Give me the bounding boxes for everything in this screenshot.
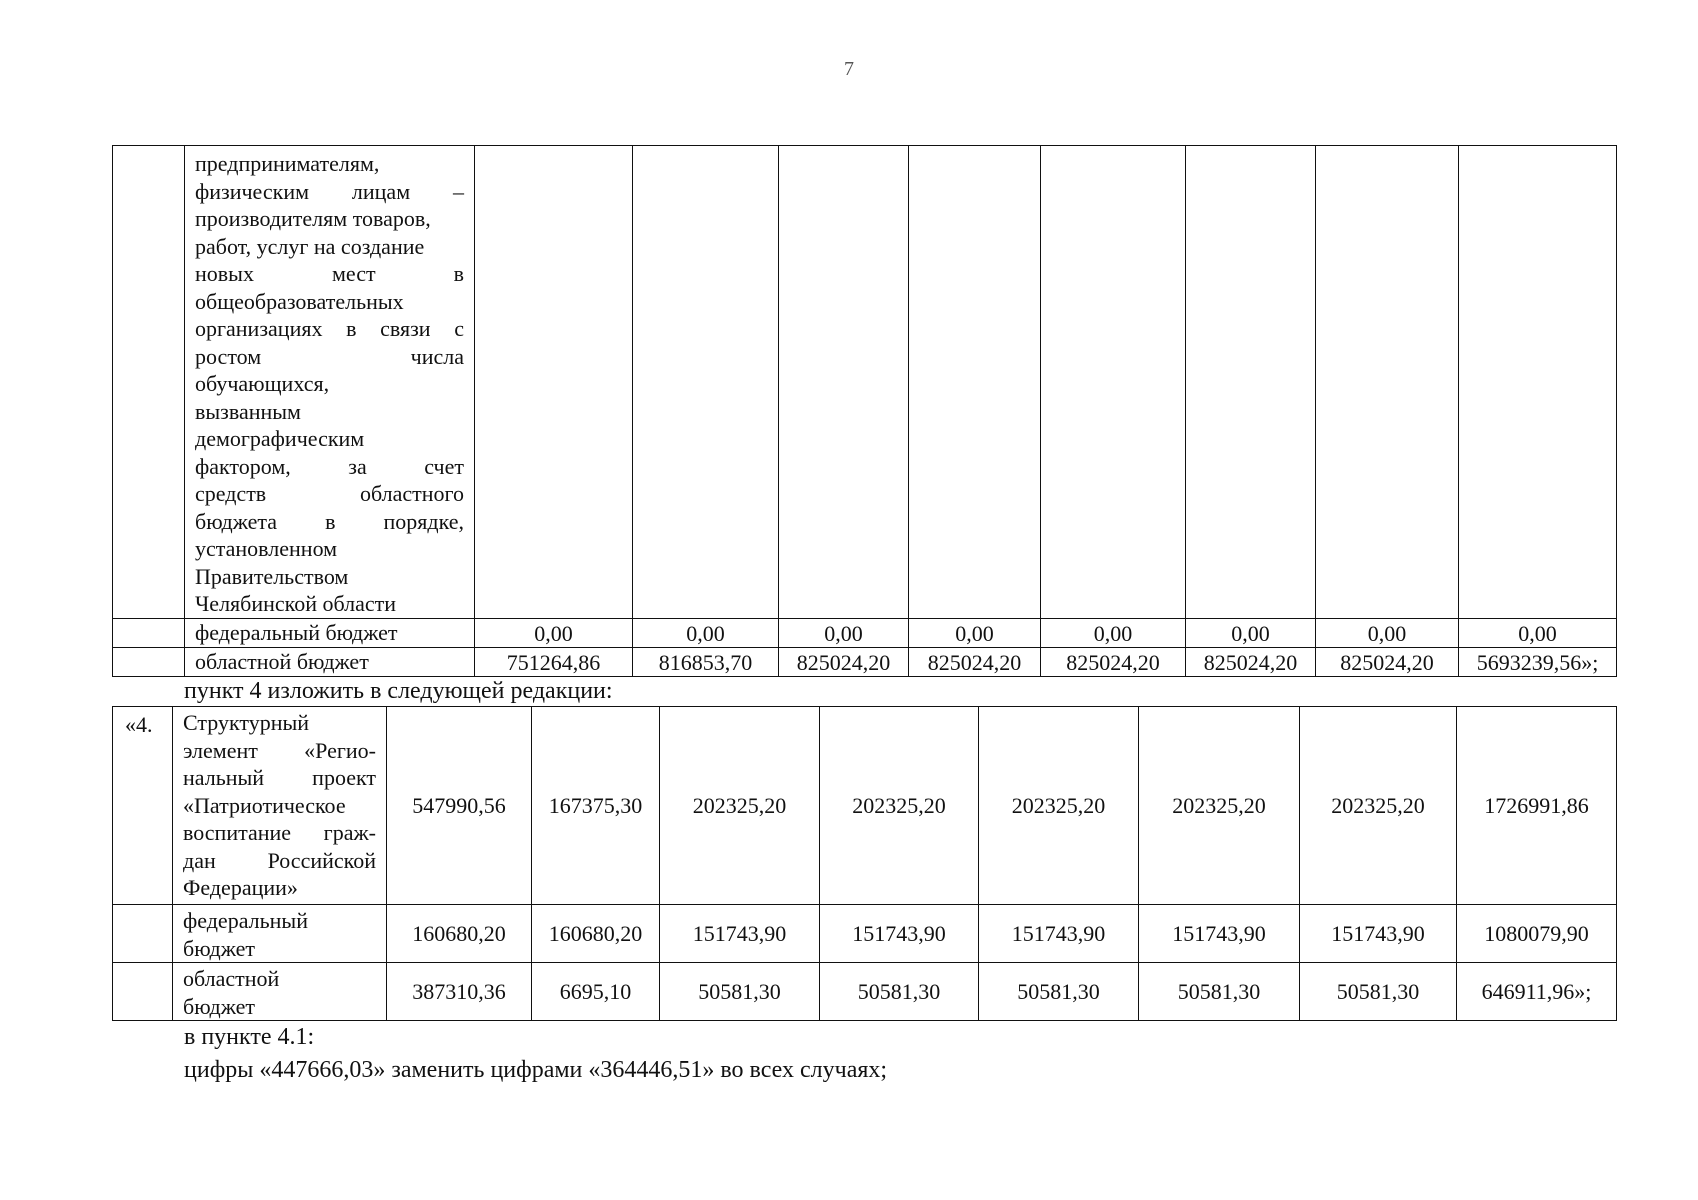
value-cell: 50581,30 xyxy=(660,963,820,1021)
description-line: Правительством xyxy=(195,563,349,589)
value-cell: 816853,70 xyxy=(633,647,779,676)
value-cell: 202325,20 xyxy=(820,707,979,905)
value-cell: 825024,20 xyxy=(779,647,909,676)
description-row xyxy=(113,146,1617,619)
description-line: общеобразовательных xyxy=(195,288,404,314)
value-cell xyxy=(1316,146,1459,619)
description-line: фактором, за счет xyxy=(195,453,464,479)
value-cell: 0,00 xyxy=(779,618,909,647)
value-cell: 0,00 xyxy=(1041,618,1186,647)
value-cell xyxy=(1459,146,1617,619)
description-line: обучающихся, xyxy=(195,371,330,396)
value-cell: 50581,30 xyxy=(820,963,979,1021)
federal-budget-row xyxy=(113,905,1617,963)
page-number: 7 xyxy=(844,58,854,80)
description-line: бюджета в порядке, xyxy=(195,508,464,534)
value-cell: 387310,36 xyxy=(387,963,532,1021)
value-cell: 0,00 xyxy=(633,618,779,647)
description-cell xyxy=(185,146,475,619)
value-cell: 825024,20 xyxy=(1186,647,1316,676)
value-cell: 160680,20 xyxy=(387,905,532,963)
federal-budget-row xyxy=(113,618,1617,647)
description-line: установленном xyxy=(195,536,338,561)
value-cell: 50581,30 xyxy=(979,963,1139,1021)
empty-number-cell xyxy=(113,146,185,619)
instruction-replace-figures: цифры «447666,03» заменить цифрами «364446,51» во всех случаях; xyxy=(184,1057,888,1083)
empty-number-cell xyxy=(113,647,185,676)
description-line: производителям товаров, xyxy=(195,206,431,231)
regional-budget-row xyxy=(113,647,1617,676)
description-line: организациях в связи с xyxy=(195,316,464,341)
value-cell: 825024,20 xyxy=(1041,647,1186,676)
row-label-line: областной xyxy=(183,966,280,991)
empty-number-cell xyxy=(113,963,173,1021)
value-cell: 151743,90 xyxy=(660,905,820,963)
funding-table-continued xyxy=(112,145,1617,677)
project-label-line: элемент «Регио- xyxy=(183,737,376,763)
value-cell: 0,00 xyxy=(475,618,633,647)
row-label xyxy=(173,963,387,1021)
value-cell xyxy=(779,146,909,619)
value-cell: 0,00 xyxy=(909,618,1041,647)
project-label-line: Структурный xyxy=(183,710,310,735)
value-cell: 151743,90 xyxy=(979,905,1139,963)
row-label: областной бюджет xyxy=(185,647,475,676)
project-row xyxy=(113,707,1617,905)
value-cell: 202325,20 xyxy=(979,707,1139,905)
instruction-item-4-1: в пункте 4.1: xyxy=(184,1024,315,1050)
value-cell: 5693239,56»; xyxy=(1459,647,1617,676)
project-label-cell xyxy=(173,707,387,905)
value-cell: 0,00 xyxy=(1316,618,1459,647)
project-label-line: воспитание граж- xyxy=(183,820,376,845)
value-cell: 160680,20 xyxy=(532,905,660,963)
value-cell: 825024,20 xyxy=(1316,647,1459,676)
row-label-line: бюджет xyxy=(183,993,255,1019)
value-cell: 0,00 xyxy=(1186,618,1316,647)
value-cell: 825024,20 xyxy=(909,647,1041,676)
description-line: средств областного xyxy=(195,481,464,506)
row-label-line: федеральный xyxy=(183,908,308,933)
description-line: вызванным xyxy=(195,398,301,424)
value-cell: 202325,20 xyxy=(1139,707,1300,905)
value-cell: 1726991,86 xyxy=(1457,707,1617,905)
value-cell: 50581,30 xyxy=(1300,963,1457,1021)
project-label-line: «Патриотическое xyxy=(183,792,346,818)
value-cell: 202325,20 xyxy=(660,707,820,905)
empty-number-cell xyxy=(113,905,173,963)
regional-budget-row xyxy=(113,963,1617,1021)
value-cell: 6695,10 xyxy=(532,963,660,1021)
value-cell: 167375,30 xyxy=(532,707,660,905)
value-cell: 151743,90 xyxy=(1300,905,1457,963)
description-line: предпринимателям, xyxy=(195,151,380,176)
value-cell: 202325,20 xyxy=(1300,707,1457,905)
empty-number-cell xyxy=(113,618,185,647)
description-line: Челябинской области xyxy=(195,591,397,616)
value-cell xyxy=(1041,146,1186,619)
regional-project-table xyxy=(112,706,1617,1021)
description-line: новых мест в xyxy=(195,261,464,286)
value-cell: 50581,30 xyxy=(1139,963,1300,1021)
description-line: ростом числа xyxy=(195,343,464,369)
description-line: физическим лицам – xyxy=(195,178,464,204)
value-cell xyxy=(475,146,633,619)
description-line: работ, услуг на создание xyxy=(195,233,425,259)
value-cell: 0,00 xyxy=(1459,618,1617,647)
value-cell: 646911,96»; xyxy=(1457,963,1617,1021)
value-cell: 151743,90 xyxy=(1139,905,1300,963)
project-label-line: нальный проект xyxy=(183,765,376,790)
value-cell xyxy=(1186,146,1316,619)
value-cell: 1080079,90 xyxy=(1457,905,1617,963)
project-label-line: дан Российской xyxy=(183,847,376,873)
row-label xyxy=(173,905,387,963)
value-cell: 547990,56 xyxy=(387,707,532,905)
item-number: «4. xyxy=(113,707,173,905)
value-cell: 151743,90 xyxy=(820,905,979,963)
value-cell xyxy=(909,146,1041,619)
row-label-line: бюджет xyxy=(183,935,255,961)
description-line: демографическим xyxy=(195,426,365,451)
value-cell xyxy=(633,146,779,619)
instruction-item-4: пункт 4 изложить в следующей редакции: xyxy=(184,678,613,704)
value-cell: 751264,86 xyxy=(475,647,633,676)
project-label-line: Федерации» xyxy=(183,875,298,900)
row-label: федеральный бюджет xyxy=(185,618,475,647)
